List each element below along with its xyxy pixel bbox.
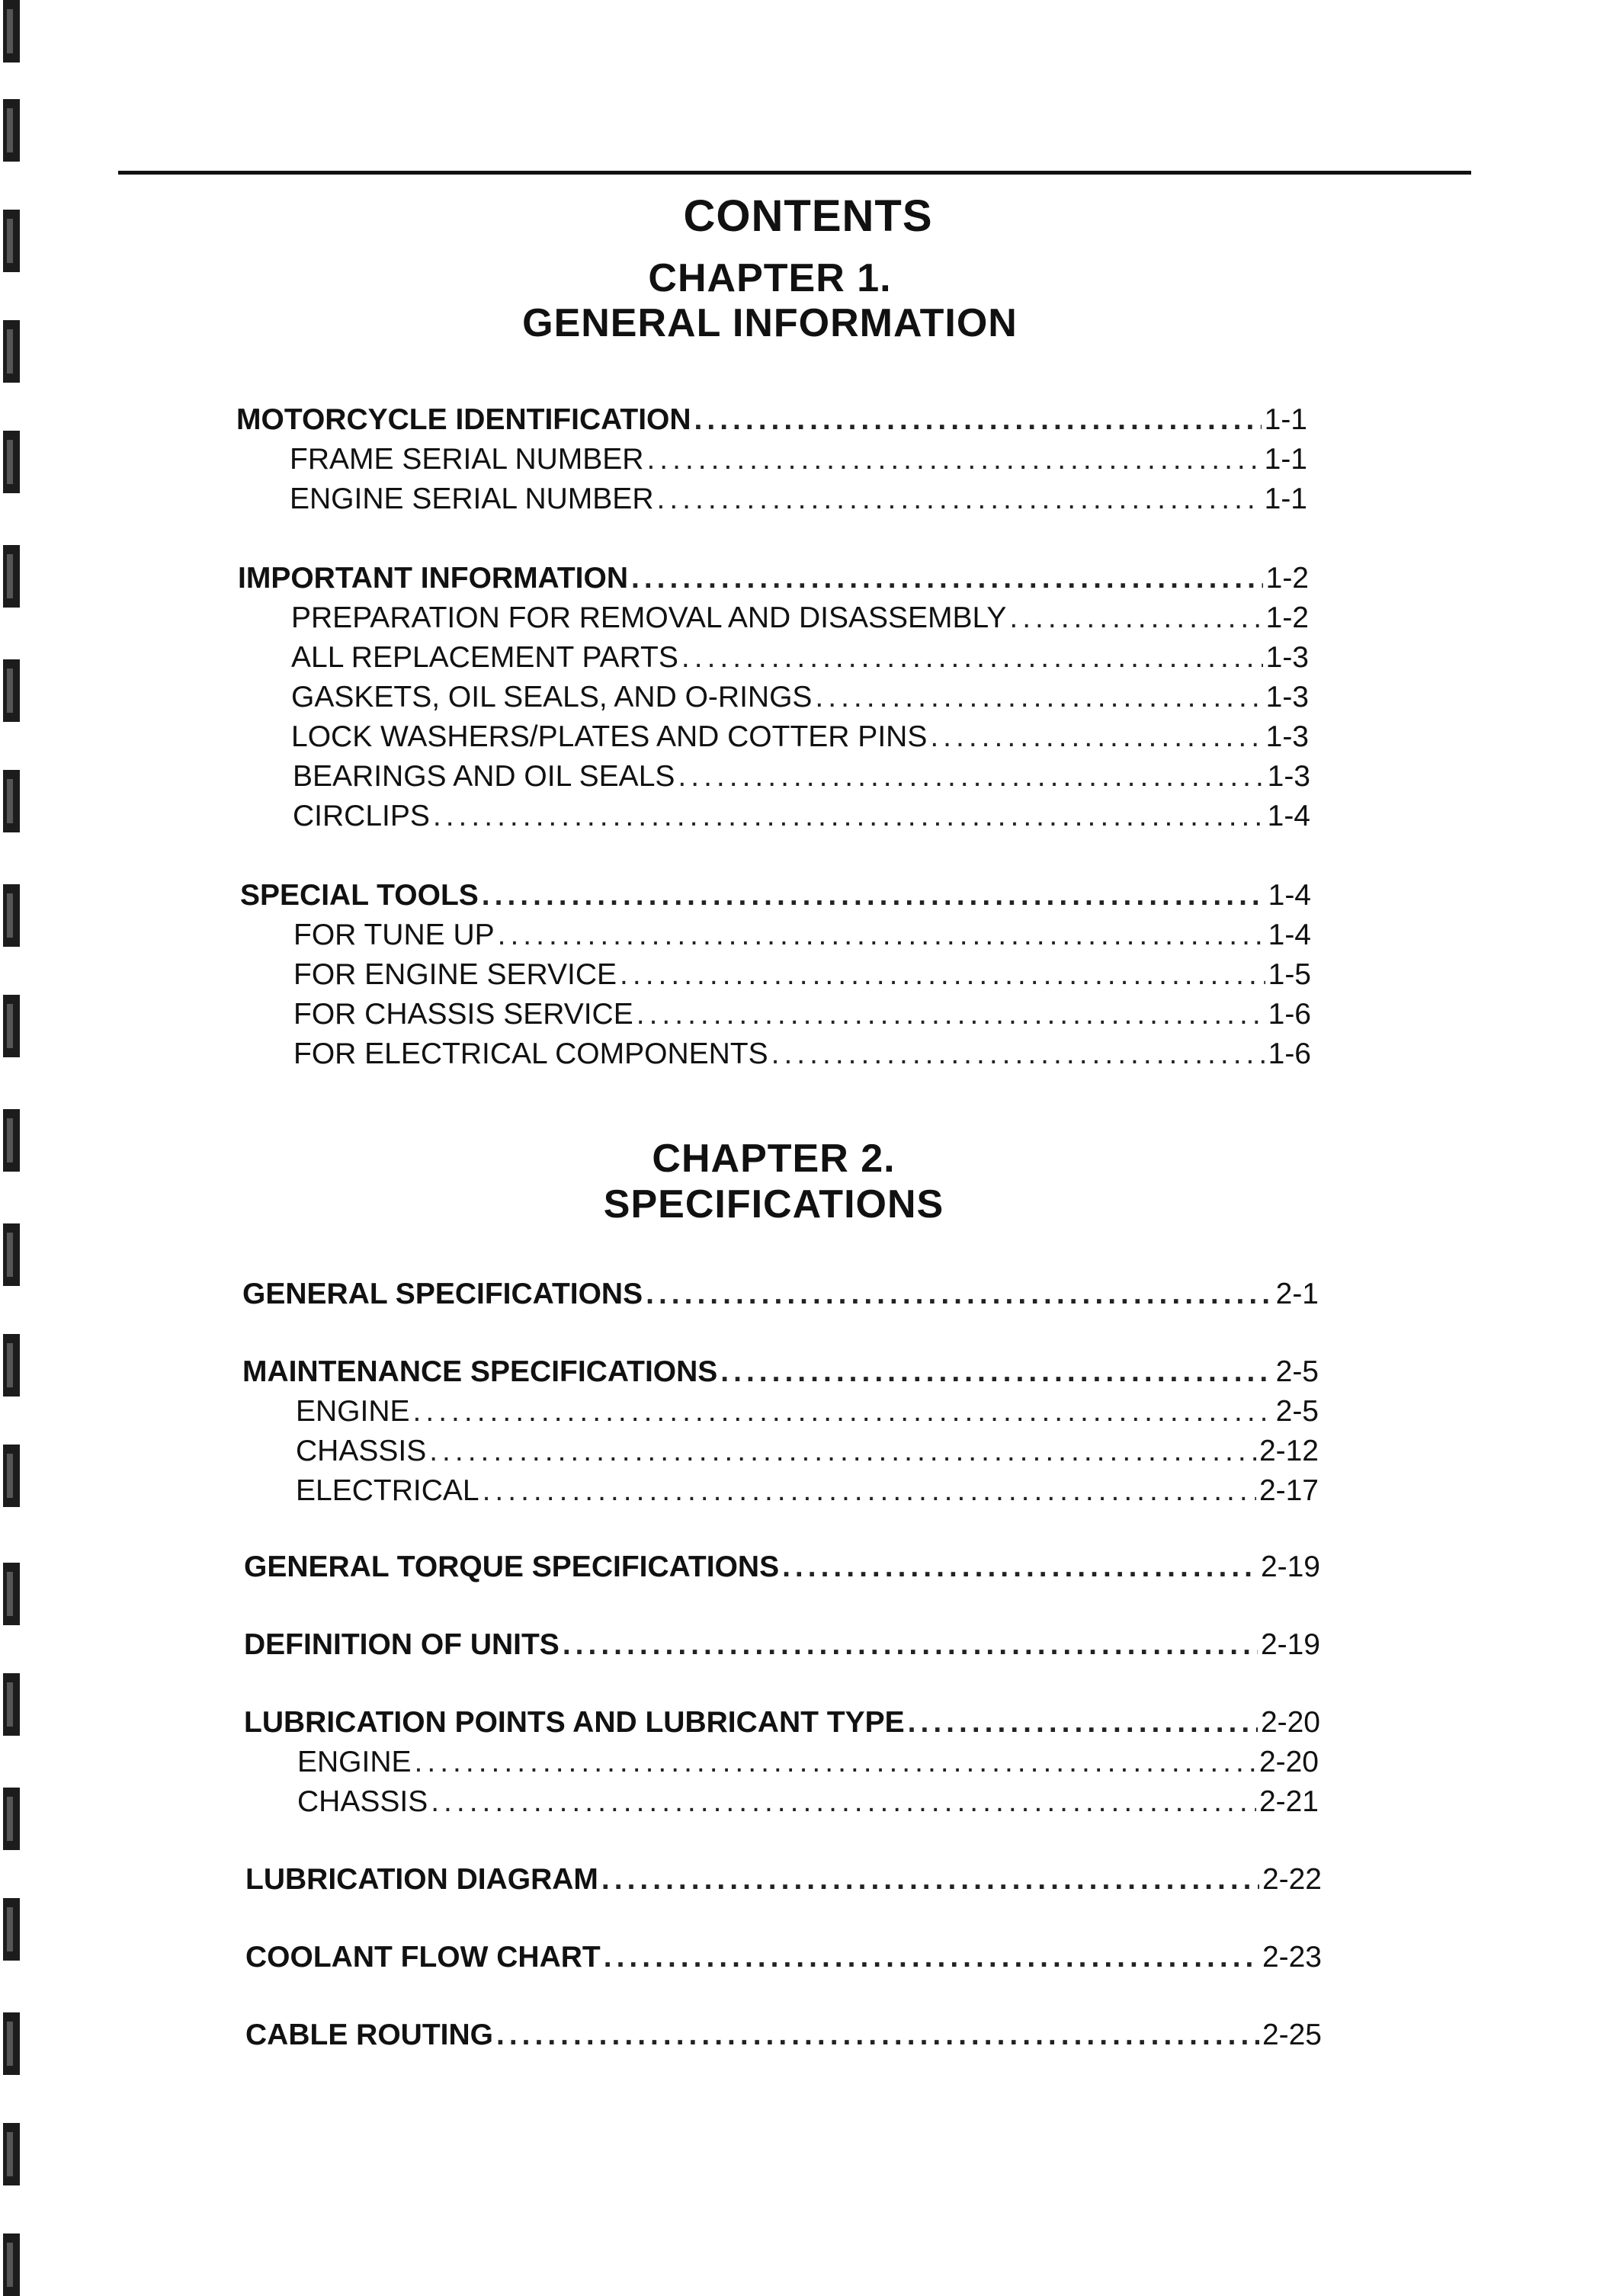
- toc-entry[interactable]: [291, 678, 1309, 717]
- toc-entry[interactable]: [245, 1938, 1322, 1977]
- binding-hole: [3, 1673, 20, 1736]
- leader-dots: [771, 1034, 1265, 1074]
- leader-dots: [636, 995, 1265, 1034]
- binding-hole: [3, 995, 20, 1057]
- toc-entry-title: MAINTENANCE SPECIFICATIONS: [242, 1355, 718, 1388]
- toc-entry[interactable]: [293, 995, 1311, 1034]
- leader-dots: [433, 797, 1265, 836]
- toc-entry-title: GASKETS, OIL SEALS, AND O-RINGS: [291, 681, 813, 713]
- leader-dots: [908, 1703, 1258, 1743]
- toc-entry-page: 2-19: [1260, 1628, 1320, 1661]
- toc-entry[interactable]: [296, 1471, 1319, 1511]
- binding-hole: [3, 1788, 20, 1850]
- toc-entry-page: 2-19: [1260, 1550, 1320, 1583]
- toc-entry-title: COOLANT FLOW CHART: [245, 1941, 601, 1974]
- toc-entry-title: CHASSIS: [296, 1435, 427, 1467]
- toc-entry[interactable]: [238, 559, 1309, 598]
- toc-entry-page: 1-6: [1268, 998, 1311, 1031]
- toc-entry[interactable]: [293, 797, 1310, 836]
- binding-hole: [3, 1898, 20, 1961]
- toc-entry-page: 1-3: [1265, 641, 1309, 674]
- toc-entry-page: 1-3: [1265, 681, 1309, 713]
- toc-entry[interactable]: [244, 1547, 1320, 1587]
- leader-dots: [782, 1547, 1258, 1587]
- toc-entry[interactable]: [293, 757, 1310, 797]
- leader-dots: [496, 2015, 1259, 2055]
- leader-dots: [678, 757, 1264, 797]
- toc-entry-page: 1-6: [1268, 1037, 1311, 1070]
- toc-entry-page: 1-1: [1264, 403, 1307, 436]
- toc-entry-page: 2-12: [1258, 1435, 1319, 1467]
- leader-dots: [415, 1743, 1256, 1782]
- toc-entry-page: 1-1: [1264, 483, 1307, 515]
- toc-entry[interactable]: [297, 1782, 1319, 1822]
- toc-entry[interactable]: [293, 1034, 1311, 1074]
- leader-dots: [482, 876, 1265, 916]
- toc-entry-title: FOR ELECTRICAL COMPONENTS: [293, 1037, 768, 1070]
- binding-hole: [3, 770, 20, 832]
- leader-dots: [1009, 598, 1262, 638]
- toc-entry-title: MOTORCYCLE IDENTIFICATION: [236, 403, 691, 436]
- toc-entry-page: 2-21: [1258, 1785, 1319, 1818]
- leader-dots: [646, 440, 1261, 479]
- toc-entry-page: 1-4: [1267, 800, 1310, 832]
- toc-entry-title: CIRCLIPS: [293, 800, 430, 832]
- toc-entry-title: ELECTRICAL: [296, 1474, 479, 1507]
- binding-hole: [3, 99, 20, 162]
- toc-entry-page: 2-5: [1275, 1355, 1319, 1388]
- toc-entry-title: ENGINE: [296, 1395, 410, 1428]
- binding-hole: [3, 659, 20, 722]
- toc-entry-title: CABLE ROUTING: [245, 2019, 493, 2051]
- binding-hole: [3, 2123, 20, 2185]
- toc-entry-page: 2-25: [1262, 2019, 1322, 2051]
- leader-dots: [720, 1352, 1272, 1392]
- toc-entry-title: BEARINGS AND OIL SEALS: [293, 760, 675, 793]
- binding-hole: [3, 0, 20, 63]
- binding-hole: [3, 545, 20, 608]
- toc-entry-title: ALL REPLACEMENT PARTS: [291, 641, 678, 674]
- chapter-1-number: CHAPTER 1.: [648, 256, 892, 300]
- toc-entry[interactable]: [290, 479, 1307, 519]
- toc-entry[interactable]: [290, 440, 1307, 479]
- toc-entry[interactable]: [293, 916, 1311, 955]
- contents-title: CONTENTS: [683, 191, 933, 241]
- header-rule: [118, 171, 1471, 175]
- chapter-2-name: SPECIFICATIONS: [603, 1182, 944, 1227]
- toc-entry-page: 2-5: [1275, 1395, 1319, 1428]
- toc-entry-title: FOR ENGINE SERVICE: [293, 958, 617, 991]
- toc-entry[interactable]: [242, 1352, 1319, 1392]
- toc-entry[interactable]: [242, 1275, 1319, 1314]
- binding-hole: [3, 884, 20, 947]
- toc-entry-page: 2-22: [1262, 1863, 1322, 1896]
- leader-dots: [429, 1432, 1256, 1471]
- binding-hole: [3, 1334, 20, 1397]
- toc-entry[interactable]: [293, 955, 1311, 995]
- toc-entry-title: GENERAL SPECIFICATIONS: [242, 1278, 643, 1310]
- toc-entry-title: CHASSIS: [297, 1785, 428, 1818]
- chapter-2-number: CHAPTER 2.: [652, 1137, 896, 1181]
- toc-entry[interactable]: [296, 1432, 1319, 1471]
- toc-entry-title: PREPARATION FOR REMOVAL AND DISASSEMBLY: [291, 601, 1007, 634]
- binding-hole: [3, 1445, 20, 1507]
- leader-dots: [483, 1471, 1256, 1511]
- toc-entry-page: 2-20: [1260, 1706, 1320, 1739]
- toc-entry-title: ENGINE: [297, 1746, 412, 1778]
- leader-dots: [563, 1625, 1258, 1665]
- binding-hole: [3, 431, 20, 493]
- leader-dots: [604, 1938, 1259, 1977]
- toc-entry-page: 2-20: [1258, 1746, 1319, 1778]
- toc-entry-page: 2-17: [1258, 1474, 1319, 1507]
- leader-dots: [498, 916, 1265, 955]
- toc-entry-title: FRAME SERIAL NUMBER: [290, 443, 644, 476]
- toc-entry-title: GENERAL TORQUE SPECIFICATIONS: [244, 1550, 780, 1583]
- toc-entry-page: 1-4: [1268, 919, 1311, 951]
- toc-entry-page: 1-2: [1265, 601, 1309, 634]
- toc-entry[interactable]: [240, 876, 1311, 916]
- leader-dots: [656, 479, 1261, 519]
- toc-entry-page: 1-4: [1268, 879, 1311, 912]
- leader-dots: [601, 1860, 1259, 1900]
- binding-hole: [3, 1563, 20, 1625]
- toc-entry[interactable]: [245, 1860, 1322, 1900]
- toc-entry-title: FOR CHASSIS SERVICE: [293, 998, 633, 1031]
- toc-entry[interactable]: [291, 717, 1309, 757]
- leader-dots: [646, 1275, 1273, 1314]
- chapter-1-name: GENERAL INFORMATION: [522, 301, 1018, 345]
- leader-dots: [631, 559, 1263, 598]
- toc-entry-page: 2-1: [1275, 1278, 1319, 1310]
- toc-entry[interactable]: [244, 1625, 1320, 1665]
- toc-entry-page: 1-3: [1265, 720, 1309, 753]
- leader-dots: [681, 638, 1263, 678]
- leader-dots: [431, 1782, 1256, 1822]
- toc-entry-page: 1-1: [1264, 443, 1307, 476]
- toc-entry[interactable]: [291, 638, 1309, 678]
- toc-entry-page: 1-2: [1265, 562, 1309, 595]
- toc-entry-page: 2-23: [1262, 1941, 1322, 1974]
- binding-hole: [3, 1223, 20, 1286]
- leader-dots: [815, 678, 1262, 717]
- leader-dots: [620, 955, 1265, 995]
- leader-dots: [694, 400, 1262, 440]
- toc-entry-title: LUBRICATION POINTS AND LUBRICANT TYPE: [244, 1706, 905, 1739]
- toc-entry-title: ENGINE SERIAL NUMBER: [290, 483, 654, 515]
- toc-entry-title: LOCK WASHERS/PLATES AND COTTER PINS: [291, 720, 928, 753]
- toc-entry[interactable]: [291, 598, 1309, 638]
- toc-entry-page: 1-5: [1268, 958, 1311, 991]
- toc-entry[interactable]: [244, 1703, 1320, 1743]
- toc-entry[interactable]: [236, 400, 1307, 440]
- toc-entry[interactable]: [297, 1743, 1319, 1782]
- leader-dots: [930, 717, 1262, 757]
- toc-entry-title: FOR TUNE UP: [293, 919, 495, 951]
- toc-entry-title: IMPORTANT INFORMATION: [238, 562, 628, 595]
- leader-dots: [413, 1392, 1273, 1432]
- toc-entry-title: SPECIAL TOOLS: [240, 879, 479, 912]
- toc-entry[interactable]: [245, 2015, 1322, 2055]
- toc-entry[interactable]: [296, 1392, 1319, 1432]
- toc-entry-page: 1-3: [1267, 760, 1310, 793]
- binding-hole: [3, 2012, 20, 2075]
- toc-entry-title: DEFINITION OF UNITS: [244, 1628, 560, 1661]
- toc-entry-title: LUBRICATION DIAGRAM: [245, 1863, 598, 1896]
